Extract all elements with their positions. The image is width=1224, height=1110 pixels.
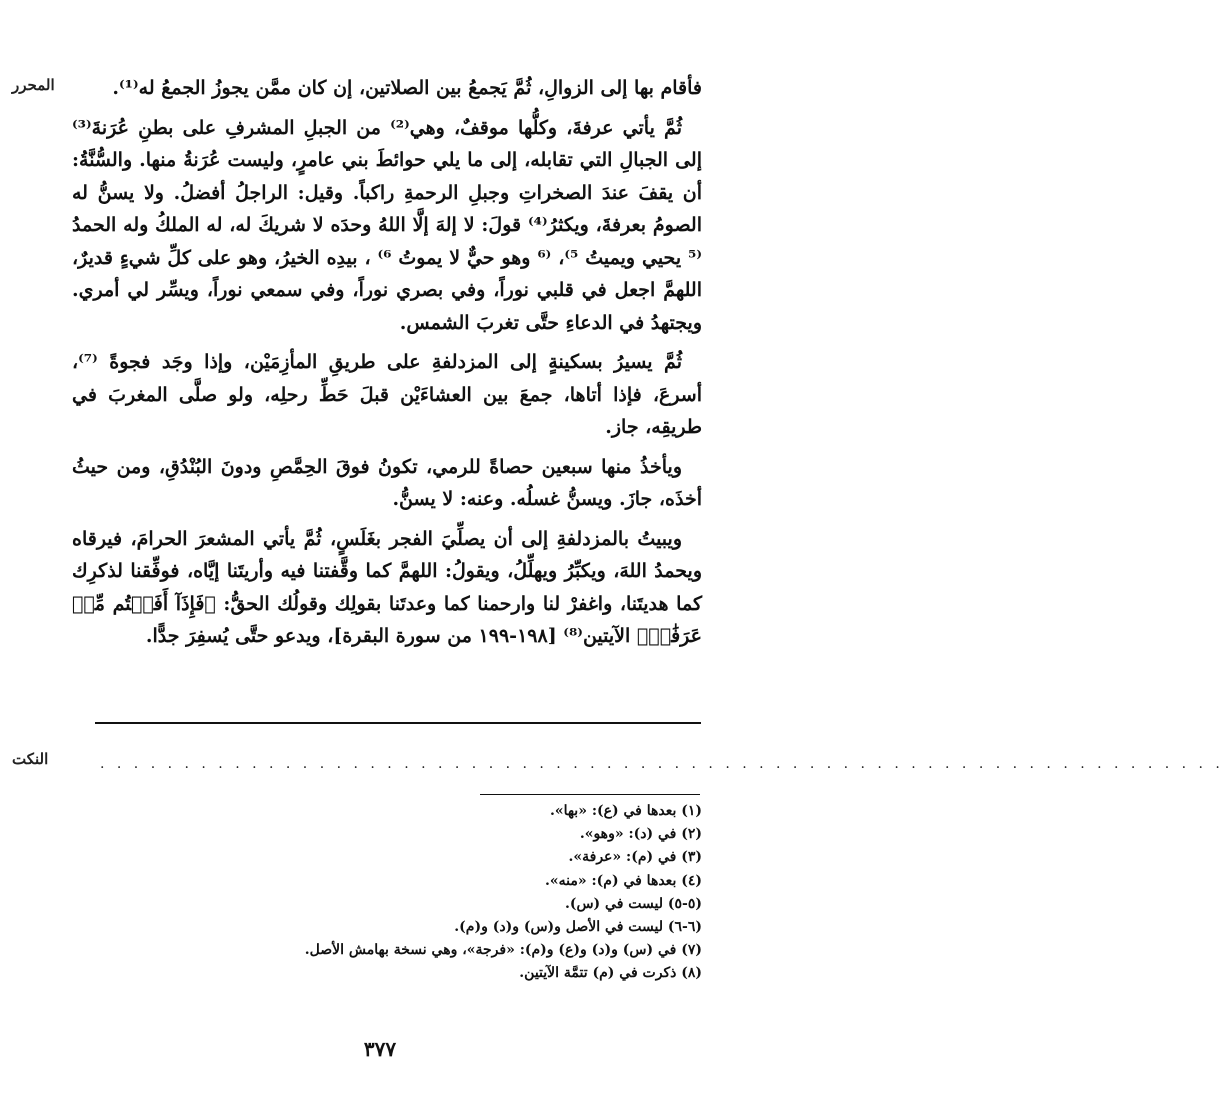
footnote-2: (٢) في (د): «وهو». <box>579 826 702 843</box>
paragraph-4: ويأخذُ منها سبعين حصاةً للرمي، تكونُ فوقَ الحِمَّصِ ودونَ البُنْدُقِ، ومن حيثُ أخذَه، جازَ. ويسنُّ غسلُه. وعنه: لا يسنُّ. <box>72 455 702 510</box>
footnote-1: (١) بعدها في (ع): «بها». <box>549 803 702 819</box>
section-divider <box>95 722 701 724</box>
footnote-5: (٥-٥) ليست في (س). <box>564 895 702 912</box>
paragraph-1: فأقام بها إلى الزوالِ، ثُمَّ يَجمعُ بين الصلاتين، إن كان ممَّن يجوزُ الجمعُ له⁽¹⁾. <box>112 77 702 99</box>
footnote-divider <box>480 794 700 795</box>
page-number: ٣٧٧ <box>363 1037 397 1061</box>
footnote-6: (٦-٦) ليست في الأصل و(س) و(د) و(م). <box>454 919 702 936</box>
paragraph-5: ويبيتُ بالمزدلفةِ إلى أن يصلِّيَ الفجر بغَلَسٍ، ثُمَّ يأتي المشعرَ الحرامَ، فيرقاه ويحمدُ اللهَ، ويكبِّرُ ويهلِّلُ، ويقولُ: اللهمَّ كما وقَّفتنا فيه وأريتَنا إيَّاه، فوفِّقنا لذكرِك كما هديتَنا، واغفرْ لنا وارحمنا كما وعدتَنا بقولِك وقولُك الحقُّ: ﴿فَإِذَآ أَفَضۡتُم مِّنۡ عَرَفَٰتٖ﴾ الآيتين⁽⁸⁾ [١٩٨-١٩٩ من سورة البقرة]، ويدعو حتَّى يُسفِرَ جدًّا. <box>72 527 702 647</box>
margin-label-muharrar: المحرر <box>12 76 55 94</box>
main-text <box>72 72 702 660</box>
footnote-8: (٨) ذكرت في (م) تتمَّة الآيتين. <box>519 965 702 982</box>
footnote-7: (٧) في (س) و(د) و(ع) و(م): «فرجة»، وهي نسخة بهامش الأصل. <box>304 942 702 959</box>
paragraph-3: ثُمَّ يسيرُ بسكينةٍ إلى المزدلفةِ على طريقِ المأزِمَيْن، وإذا وجَد فجوةً ⁽⁷⁾، أسرعَ، فإذا أتاها، جمعَ بين العشاءَيْن قبلَ حَطِّ رحلِه، ولو صلَّى المغربَ في طريقِه، جاز. <box>72 351 702 438</box>
margin-label-nukat: النكت <box>12 750 49 768</box>
paragraph-2: ثُمَّ يأتي عرفةَ، وكلُّها موقفٌ، وهي⁽²⁾ من الجبلِ المشرفِ على بطنِ عُرَنةَ⁽³⁾ إلى الجبالِ التي تقابله، إلى ما يلي حوائطَ بني عامرٍ، وليست عُرَنةُ منها. والسُّنَّةُ: أن يقفَ عندَ الصخراتِ وجبلِ الرحمةِ راكباً. وقيل: الراجلُ أفضلُ. ولا يسنُّ له الصومُ بعرفةَ، ويكثرُ⁽⁴⁾ قولَ: لا إلهَ إلَّا اللهُ وحدَه لا شريكَ له، له الملكُ وله الحمدُ ⁽⁵ يحيي ويميتُ ⁵⁾، ⁽⁶ وهو حيٌّ لا يموتُ ⁶⁾ ، بيدِه الخيرُ، وهو على كلِّ شيءٍ قديرٌ، اللهمَّ اجعل في قلبي نوراً، وفي بصري نوراً، وفي سمعي نوراً، ويسِّر لي أمري. ويجتهدُ في الدعاءِ حتَّى تغربَ الشمس. <box>72 116 702 334</box>
nukat-dotted-line: . . . . . . . . . . . . . . . . . . . . . . . . . . . . . . . . . . . . . . . . . . . . . . . . . . . . . . . . . . . . . . . . . . . <box>100 756 1224 772</box>
footnotes <box>250 800 702 986</box>
footnote-3: (٣) في (م): «عرفة». <box>568 849 702 866</box>
footnote-4: (٤) بعدها في (م): «منه». <box>545 872 702 889</box>
